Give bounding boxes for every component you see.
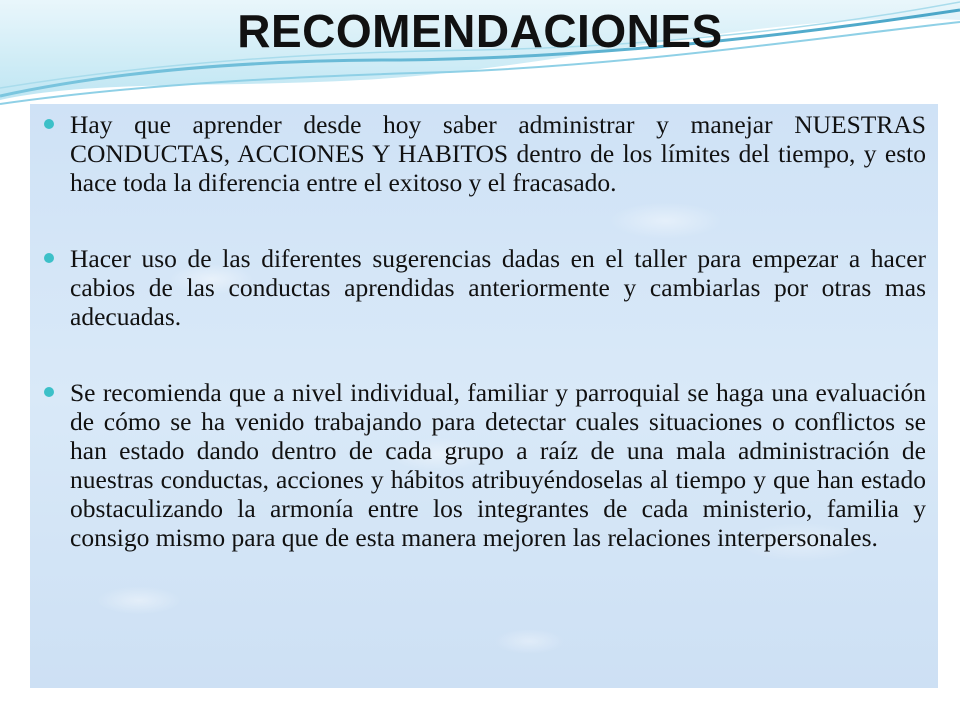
bullet-text: Se recomienda que a nivel individual, familiar y parroquial se haga una evaluación de cómo se ha venido trabajando para detectar cuales situaciones o conflictos se han estado dando dentro de cada grupo a raíz de una mala administración de nuestras conductas, acciones y hábitos atribuyéndoselas al tiempo y que han estado obstaculizando la armonía entre los integrantes de cada ministerio, familia y consigo mismo para que de esta manera mejoren las relaciones interpersonales. bbox=[70, 378, 926, 552]
slide-title: RECOMENDACIONES bbox=[237, 5, 723, 57]
bullet-text: Hacer uso de las diferentes sugerencias dadas en el taller para empezar a hacer cabios de las conductas aprendidas anteriormente y cambiarlas por otras mas adecuadas. bbox=[70, 244, 926, 331]
bullet-dot-icon bbox=[44, 253, 54, 263]
bullet-item bbox=[40, 110, 926, 197]
bullet-dot-icon bbox=[44, 387, 54, 397]
bullet-dot-icon bbox=[44, 119, 54, 129]
bullet-item bbox=[40, 378, 926, 552]
bullet-text: Hay que aprender desde hoy saber administrar y manejar NUESTRAS CONDUCTAS, ACCIONES Y HABITOS dentro de los límites del tiempo, y esto hace toda la diferencia entre el exitoso y el fracasado. bbox=[70, 110, 926, 197]
bullet-list bbox=[40, 110, 926, 552]
bullet-item bbox=[40, 244, 926, 331]
